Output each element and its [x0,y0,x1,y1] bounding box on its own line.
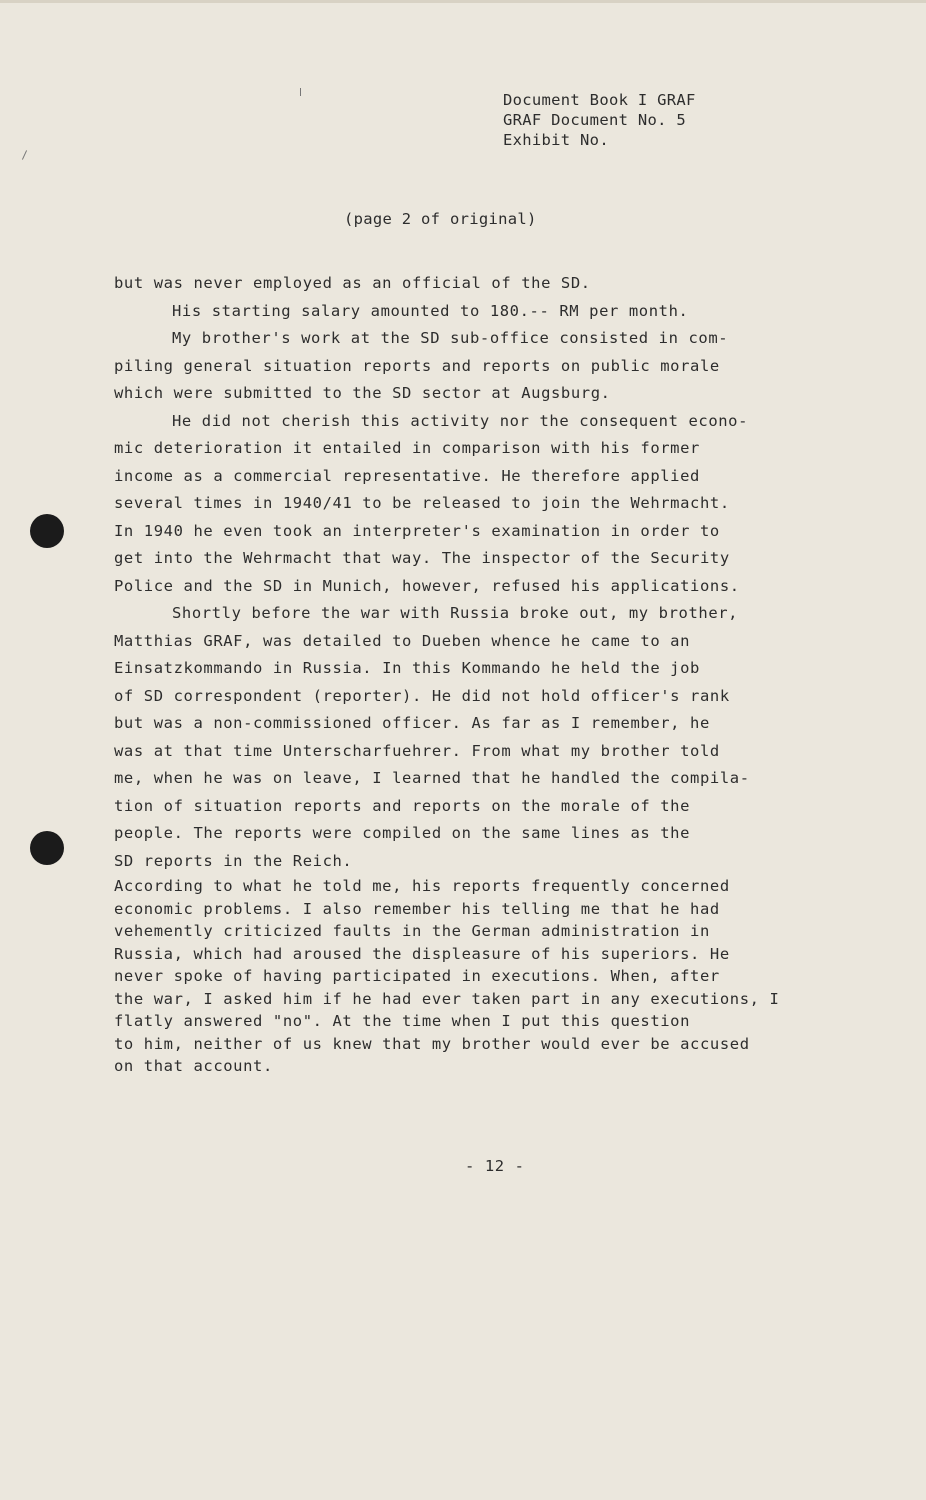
page-of-original: (page 2 of original) [344,210,537,228]
text-line: Einsatzkommando in Russia. In this Kommando he held the job [114,659,700,677]
text-line: My brother's work at the SD sub-office consisted in com- [172,329,729,347]
text-line: Russia, which had aroused the displeasure of his superiors. He [114,944,730,963]
text-block-compact [114,875,854,1078]
text-line: me, when he was on leave, I learned that he handled the compila- [114,769,750,787]
page-top-edge [0,0,926,3]
text-line: people. The reports were compiled on the same lines as the [114,824,691,842]
punch-hole [30,514,64,548]
text-line: tion of situation reports and reports on the morale of the [114,796,691,815]
document-book-line: Document Book I GRAF [503,91,696,109]
text-line: His starting salary amounted to 180.-- RM per month. [172,301,689,320]
text-line: get into the Wehrmacht that way. The inspector of the Security [114,549,730,567]
text-line: In 1940 he even took an interpreter's examination in order to [114,521,720,540]
text-line: income as a commercial representative. He therefore applied [114,466,700,485]
text-line: Shortly before the war with Russia broke out, my brother, [172,604,739,622]
text-line: never spoke of having participated in executions. When, after [114,967,720,985]
text-line: economic problems. I also remember his telling me that he had [114,899,720,918]
text-line: of SD correspondent (reporter). He did not hold officer's rank [114,686,730,705]
text-line: Matthias GRAF, was detailed to Dueben whence he came to an [114,631,691,650]
stray-mark [300,88,301,96]
text-line: the war, I asked him if he had ever taken part in any executions, I [114,989,780,1008]
text-line: He did not cherish this activity nor the consequent econo- [172,411,749,430]
exhibit-number-line: Exhibit No. [503,131,609,149]
text-line: which were submitted to the SD sector at Augsburg. [114,384,611,402]
text-line: several times in 1940/41 to be released to join the Wehrmacht. [114,494,730,512]
document-number-line: GRAF Document No. 5 [503,111,687,129]
text-line: on that account. [114,1057,273,1075]
page-number: - 12 - [465,1157,525,1175]
text-line: vehemently criticized faults in the German administration in [114,922,710,940]
text-line: piling general situation reports and reports on public morale [114,356,720,375]
text-line: was at that time Unterscharfuehrer. From what my brother told [114,741,720,760]
document-header [503,90,696,150]
text-line: SD reports in the Reich. [114,851,353,870]
text-line: mic deterioration it entailed in comparison with his former [114,439,700,457]
text-line: but was never employed as an official of the SD. [114,274,591,292]
body-text [114,270,854,1078]
text-line: but was a non-commissioned officer. As far as I remember, he [114,714,710,732]
text-line: flatly answered "no". At the time when I put this question [114,1012,691,1030]
punch-hole [30,831,64,865]
text-line: Police and the SD in Munich, however, refused his applications. [114,576,740,595]
text-line: to him, neither of us knew that my brother would ever be accused [114,1034,750,1053]
stray-mark [22,150,27,159]
text-line: According to what he told me, his reports frequently concerned [114,877,730,895]
